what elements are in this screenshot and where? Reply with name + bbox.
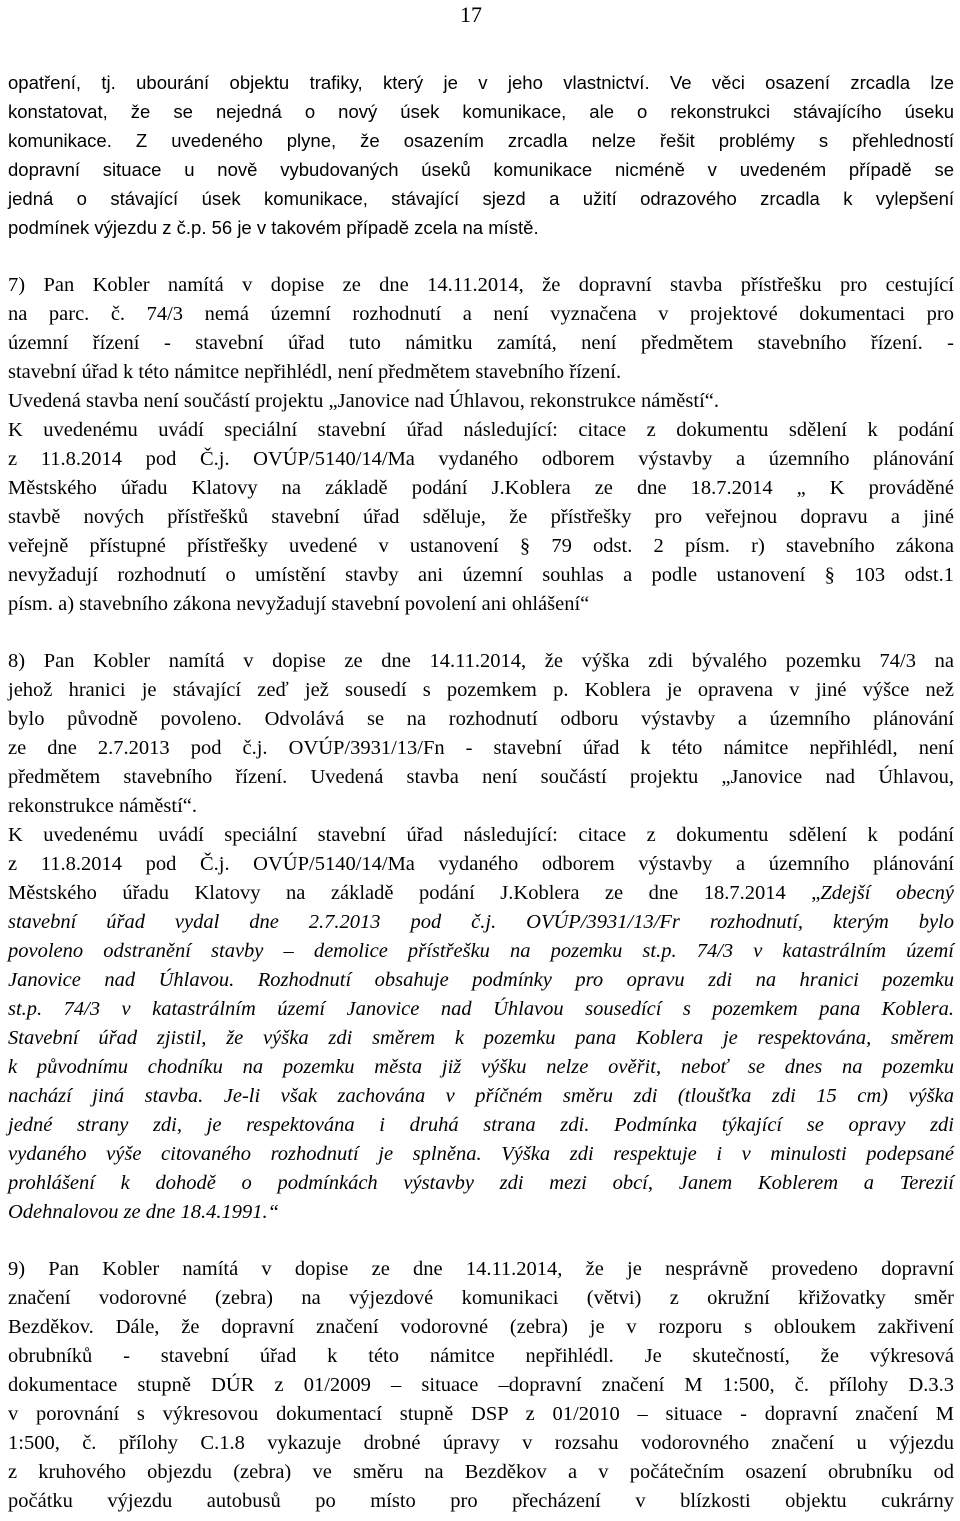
text-line: Bezděkov. Dále, že dopravní značení vodorovné (zebra) je v rozporu s obloukem zakřivení <box>8 1316 954 1338</box>
text-line: 7) Pan Kobler namítá v dopise ze dne 14.11.2014, že dopravní stavba přístřešku pro cestující <box>8 274 954 296</box>
text-line: obrubníků - stavební úřad k této námitce nepřihlédl. Je skutečností, že výkresová <box>8 1345 954 1367</box>
text-line: vydaného výše citovaného rozhodnutí je splněna. Výška zdi respektuje i v minulosti podepsané <box>8 1143 954 1165</box>
text-line: jehož hranici je stávající zeď jež sousedí s pozemkem p. Koblera je opravena v jiné výšce než <box>8 679 954 701</box>
text-line: K uvedenému uvádí speciální stavební úřad následující: citace z dokumentu sdělení k podání <box>8 419 954 441</box>
text-line: dokumentace stupně DÚR z 01/2009 – situace –dopravní značení M 1:500, č. přílohy D.3.3 <box>8 1374 954 1396</box>
text-line: 8) Pan Kobler namítá v dopise ze dne 14.11.2014, že výška zdi bývalého pozemku 74/3 na <box>8 650 954 672</box>
text-line: prohlášení k dohodě o podmínkách výstavby zdi mezi obcí, Janem Koblerem a Terezií <box>8 1172 954 1194</box>
text-line: stavební úřad vydal dne 2.7.2013 pod č.j. OVÚP/3931/13/Fr rozhodnutí, kterým bylo <box>8 911 954 933</box>
text-line: z 11.8.2014 pod Č.j. OVÚP/5140/14/Ma vydaného odborem výstavby a územního plánování <box>8 448 954 470</box>
text-line: jedná o stávající úsek komunikace, stávající sjezd a užití odrazového zrcadla k vylepšení <box>8 188 954 209</box>
text-line: K uvedenému uvádí speciální stavební úřad následující: citace z dokumentu sdělení k podání <box>8 824 954 846</box>
text-line: konstatovat, že se nejedná o nový úsek komunikace, ale o rekonstrukci stávajícího úseku <box>8 101 954 122</box>
text-line: Janovice nad Úhlavou. Rozhodnutí obsahuje podmínky pro opravu zdi na hranici pozemku <box>8 969 954 991</box>
text-line: z 11.8.2014 pod Č.j. OVÚP/5140/14/Ma vydaného odborem výstavby a územního plánování <box>8 853 954 875</box>
text-line: územní řízení - stavební úřad tuto námitku zamítá, není předmětem stavebního řízení. - <box>8 332 954 354</box>
text-line: bylo původně povoleno. Odvolává se na rozhodnutí odboru výstavby a územního plánování <box>8 708 954 730</box>
text-line: počátku výjezdu autobusů po místo pro přecházení v blízkosti objektu cukrárny <box>8 1490 954 1512</box>
text-line: st.p. 74/3 v katastrálním území Janovice nad Úhlavou sousedící s pozemkem pana Koblera. <box>8 998 954 1020</box>
text-line: rekonstrukce náměstí“. <box>8 795 197 817</box>
text-line: Městského úřadu Klatovy na základě podání J.Koblera ze dne 18.7.2014 „Zdejší obecný <box>8 882 954 904</box>
text-line: značení vodorovné (zebra) na výjezdové komunikaci (větvi) z okružní křižovatky směr <box>8 1287 954 1309</box>
text-line: na parc. č. 74/3 nemá územní rozhodnutí a není vyznačena v projektové dokumentaci pro <box>8 303 954 325</box>
text-line: Městského úřadu Klatovy na základě podání J.Koblera ze dne 18.7.2014 „ K prováděné <box>8 477 954 499</box>
text-line: předmětem stavebního řízení. Uvedená stavba není součástí projektu „Janovice nad Úhlavou, <box>8 766 954 788</box>
text-line: ze dne 2.7.2013 pod č.j. OVÚP/3931/13/Fn - stavební úřad k této námitce nepřihlédl, není <box>8 737 954 759</box>
text-line: podmínek výjezdu z č.p. 56 je v takovém případě zcela na místě. <box>8 217 539 238</box>
text-line: k původnímu chodníku na pozemku města již výšku nelze ověřit, neboť se dnes na pozemku <box>8 1056 954 1078</box>
text-line: nevyžadují rozhodnutí o umístění stavby ani územní souhlas a podle ustanovení § 103 odst.1 <box>8 564 954 586</box>
text-line: povoleno odstranění stavby – demolice přístřešku na pozemku st.p. 74/3 v katastrálním území <box>8 940 954 962</box>
text-line: opatření, tj. ubourání objektu trafiky, který je v jeho vlastnictví. Ve věci osazení zrcadla lze <box>8 72 954 93</box>
text-line: stavbě nových přístřešků stavební úřad sděluje, že přístřešky pro veřejnou dopravu a jiné <box>8 506 954 528</box>
text-line: písm. a) stavebního zákona nevyžadují stavební povolení ani ohlášení“ <box>8 593 590 615</box>
text-line: veřejně přístupné přístřešky uvedené v ustanovení § 79 odst. 2 písm. r) stavebního zákona <box>8 535 954 557</box>
text-line: v porovnání s výkresovou dokumentací stupně DSP z 01/2010 – situace - dopravní značení M <box>8 1403 954 1425</box>
text-line: stavební úřad k této námitce nepřihlédl, není předmětem stavebního řízení. <box>8 361 622 383</box>
text-line: komunikace. Z uvedeného plyne, že osazením zrcadla nelze řešit problémy s přehledností <box>8 130 954 151</box>
text-line: jedné strany zdi, je respektována i druhá strana zdi. Podmínka týkající se opravy zdi <box>8 1114 954 1136</box>
text-line: dopravní situace u nově vybudovaných úseků komunikace nicméně v uvedeném případě se <box>8 159 954 180</box>
text-line: Stavební úřad zjistil, že výška zdi směrem k pozemku pana Koblera je respektována, směrem <box>8 1027 954 1049</box>
text-line: 1:500, č. přílohy C.1.8 vykazuje drobné úpravy v rozsahu vodorovného značení u výjezdu <box>8 1432 954 1454</box>
text-line: Odehnalovou ze dne 18.4.1991.“ <box>8 1201 280 1223</box>
text-line: z kruhového objezdu (zebra) ve směru na Bezděkov a v počátečním osazení obrubníku od <box>8 1461 954 1483</box>
text-line: 9) Pan Kobler namítá v dopise ze dne 14.11.2014, že je nesprávně provedeno dopravní <box>8 1258 954 1280</box>
page-number: 17 <box>460 2 482 27</box>
text-line: Uvedená stavba není součástí projektu „Janovice nad Úhlavou, rekonstrukce náměstí“. <box>8 390 720 412</box>
text-line: nachází jiná stavba. Je-li však zachována v příčném směru zdi (tloušťka zdi 15 cm) výška <box>8 1085 954 1107</box>
